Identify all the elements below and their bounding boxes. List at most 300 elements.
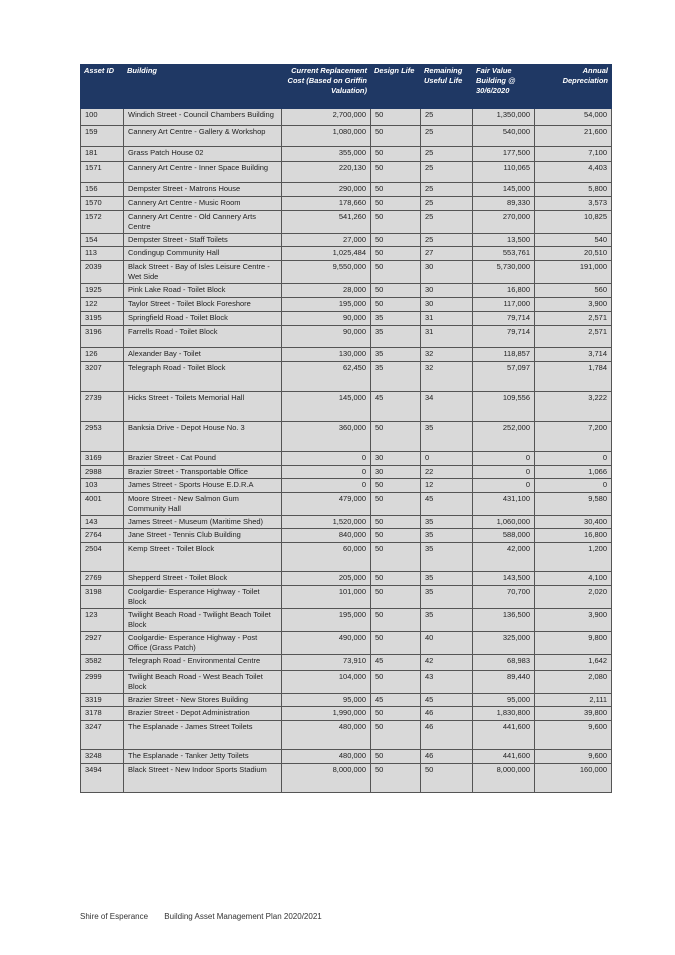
cell-building: Grass Patch House 02 [124, 147, 282, 162]
page-footer [80, 912, 336, 921]
cell-replacement-cost: 1,025,484 [282, 247, 371, 261]
cell-remaining-life: 35 [421, 572, 473, 586]
cell-asset-id: 154 [81, 234, 124, 247]
cell-annual-depreciation: 9,600 [535, 721, 612, 750]
cell-annual-depreciation: 1,784 [535, 362, 612, 392]
table-row [81, 466, 612, 479]
cell-asset-id: 3178 [81, 707, 124, 721]
cell-fair-value: 136,500 [473, 609, 535, 632]
cell-design-life: 35 [371, 348, 421, 362]
cell-annual-depreciation: 9,580 [535, 493, 612, 516]
cell-remaining-life: 22 [421, 466, 473, 479]
cell-building: Condingup Community Hall [124, 247, 282, 261]
cell-design-life: 35 [371, 312, 421, 326]
cell-asset-id: 3196 [81, 326, 124, 348]
cell-design-life: 45 [371, 392, 421, 422]
cell-asset-id: 103 [81, 479, 124, 493]
cell-building: Kemp Street - Toilet Block [124, 543, 282, 572]
cell-asset-id: 3207 [81, 362, 124, 392]
cell-building: Twilight Beach Road - Twilight Beach Toilet Block [124, 609, 282, 632]
cell-remaining-life: 32 [421, 348, 473, 362]
cell-annual-depreciation: 21,600 [535, 126, 612, 147]
table-row [81, 147, 612, 162]
cell-fair-value: 553,761 [473, 247, 535, 261]
cell-annual-depreciation: 39,800 [535, 707, 612, 721]
cell-fair-value: 431,100 [473, 493, 535, 516]
table-row [81, 261, 612, 284]
cell-replacement-cost: 62,450 [282, 362, 371, 392]
cell-replacement-cost: 290,000 [282, 183, 371, 197]
table-row [81, 707, 612, 721]
table-row [81, 183, 612, 197]
cell-annual-depreciation: 10,825 [535, 211, 612, 234]
cell-design-life: 50 [371, 147, 421, 162]
cell-annual-depreciation: 2,080 [535, 671, 612, 694]
cell-remaining-life: 40 [421, 632, 473, 655]
cell-fair-value: 441,600 [473, 750, 535, 764]
cell-remaining-life: 50 [421, 764, 473, 793]
cell-fair-value: 79,714 [473, 312, 535, 326]
cell-design-life: 50 [371, 609, 421, 632]
cell-asset-id: 1571 [81, 162, 124, 183]
cell-asset-id: 3247 [81, 721, 124, 750]
cell-remaining-life: 32 [421, 362, 473, 392]
cell-design-life: 50 [371, 707, 421, 721]
cell-remaining-life: 0 [421, 452, 473, 466]
cell-fair-value: 118,857 [473, 348, 535, 362]
cell-annual-depreciation: 9,800 [535, 632, 612, 655]
cell-asset-id: 2764 [81, 529, 124, 543]
cell-design-life: 35 [371, 362, 421, 392]
cell-asset-id: 113 [81, 247, 124, 261]
cell-remaining-life: 35 [421, 609, 473, 632]
cell-replacement-cost: 479,000 [282, 493, 371, 516]
cell-building: Coolgardie- Esperance Highway - Post Office (Grass Patch) [124, 632, 282, 655]
cell-fair-value: 57,097 [473, 362, 535, 392]
cell-design-life: 50 [371, 721, 421, 750]
cell-asset-id: 2739 [81, 392, 124, 422]
cell-building: Shepperd Street - Toilet Block [124, 572, 282, 586]
cell-annual-depreciation: 3,573 [535, 197, 612, 211]
cell-design-life: 30 [371, 466, 421, 479]
cell-replacement-cost: 195,000 [282, 298, 371, 312]
cell-replacement-cost: 90,000 [282, 326, 371, 348]
cell-fair-value: 325,000 [473, 632, 535, 655]
table-row [81, 452, 612, 466]
cell-design-life: 30 [371, 452, 421, 466]
cell-remaining-life: 31 [421, 326, 473, 348]
cell-remaining-life: 35 [421, 422, 473, 452]
cell-asset-id: 4001 [81, 493, 124, 516]
cell-asset-id: 159 [81, 126, 124, 147]
cell-design-life: 50 [371, 632, 421, 655]
cell-remaining-life: 35 [421, 529, 473, 543]
cell-design-life: 50 [371, 162, 421, 183]
cell-annual-depreciation: 4,100 [535, 572, 612, 586]
cell-fair-value: 145,000 [473, 183, 535, 197]
table-row [81, 632, 612, 655]
column-header-remaining-life: Remaining Useful Life [421, 65, 473, 109]
cell-design-life: 50 [371, 750, 421, 764]
cell-fair-value: 588,000 [473, 529, 535, 543]
cell-replacement-cost: 355,000 [282, 147, 371, 162]
cell-remaining-life: 42 [421, 655, 473, 671]
cell-remaining-life: 25 [421, 126, 473, 147]
cell-design-life: 50 [371, 543, 421, 572]
cell-remaining-life: 25 [421, 197, 473, 211]
cell-asset-id: 1570 [81, 197, 124, 211]
table-row [81, 392, 612, 422]
cell-annual-depreciation: 3,714 [535, 348, 612, 362]
cell-asset-id: 3195 [81, 312, 124, 326]
cell-design-life: 50 [371, 764, 421, 793]
cell-annual-depreciation: 0 [535, 452, 612, 466]
table-body [81, 109, 612, 793]
cell-asset-id: 2999 [81, 671, 124, 694]
cell-asset-id: 3169 [81, 452, 124, 466]
cell-building: Telegraph Road - Environmental Centre [124, 655, 282, 671]
cell-building: Cannery Art Centre - Old Cannery Arts Centre [124, 211, 282, 234]
cell-replacement-cost: 490,000 [282, 632, 371, 655]
cell-design-life: 50 [371, 572, 421, 586]
table-row [81, 348, 612, 362]
cell-replacement-cost: 0 [282, 479, 371, 493]
cell-replacement-cost: 27,000 [282, 234, 371, 247]
cell-asset-id: 123 [81, 609, 124, 632]
table-row [81, 516, 612, 529]
cell-building: Hicks Street - Toilets Memorial Hall [124, 392, 282, 422]
cell-building: Telegraph Road - Toilet Block [124, 362, 282, 392]
cell-remaining-life: 25 [421, 162, 473, 183]
cell-asset-id: 2953 [81, 422, 124, 452]
cell-design-life: 50 [371, 109, 421, 126]
cell-asset-id: 156 [81, 183, 124, 197]
column-header-replacement-cost: Current Replacement Cost (Based on Griffin Valuation) [282, 65, 371, 109]
cell-annual-depreciation: 7,200 [535, 422, 612, 452]
table-row [81, 543, 612, 572]
cell-design-life: 50 [371, 422, 421, 452]
table-header [81, 65, 612, 109]
cell-design-life: 50 [371, 197, 421, 211]
cell-building: Coolgardie- Esperance Highway - Toilet Block [124, 586, 282, 609]
cell-annual-depreciation: 560 [535, 284, 612, 298]
cell-replacement-cost: 220,130 [282, 162, 371, 183]
cell-design-life: 50 [371, 261, 421, 284]
cell-annual-depreciation: 1,066 [535, 466, 612, 479]
cell-design-life: 50 [371, 529, 421, 543]
cell-remaining-life: 35 [421, 586, 473, 609]
cell-building: Farrells Road - Toilet Block [124, 326, 282, 348]
cell-fair-value: 177,500 [473, 147, 535, 162]
cell-design-life: 50 [371, 126, 421, 147]
cell-replacement-cost: 1,080,000 [282, 126, 371, 147]
table-row [81, 126, 612, 147]
cell-asset-id: 3319 [81, 694, 124, 707]
cell-remaining-life: 30 [421, 298, 473, 312]
cell-building: Pink Lake Road - Toilet Block [124, 284, 282, 298]
cell-building: Banksia Drive - Depot House No. 3 [124, 422, 282, 452]
cell-fair-value: 1,830,800 [473, 707, 535, 721]
table-row [81, 764, 612, 793]
cell-remaining-life: 27 [421, 247, 473, 261]
cell-remaining-life: 25 [421, 183, 473, 197]
cell-remaining-life: 12 [421, 479, 473, 493]
table-row [81, 109, 612, 126]
cell-annual-depreciation: 30,400 [535, 516, 612, 529]
cell-annual-depreciation: 3,900 [535, 298, 612, 312]
table-row [81, 312, 612, 326]
cell-replacement-cost: 205,000 [282, 572, 371, 586]
cell-asset-id: 2504 [81, 543, 124, 572]
table-row [81, 162, 612, 183]
cell-annual-depreciation: 3,222 [535, 392, 612, 422]
cell-asset-id: 181 [81, 147, 124, 162]
cell-annual-depreciation: 54,000 [535, 109, 612, 126]
footer-document-title: Building Asset Management Plan 2020/2021 [164, 912, 322, 921]
table-row [81, 655, 612, 671]
cell-remaining-life: 45 [421, 493, 473, 516]
cell-replacement-cost: 73,910 [282, 655, 371, 671]
cell-fair-value: 109,556 [473, 392, 535, 422]
table-row [81, 493, 612, 516]
table-row [81, 750, 612, 764]
cell-fair-value: 89,330 [473, 197, 535, 211]
cell-building: James Street - Museum (Maritime Shed) [124, 516, 282, 529]
cell-remaining-life: 34 [421, 392, 473, 422]
column-header-building: Building [124, 65, 282, 109]
cell-annual-depreciation: 4,403 [535, 162, 612, 183]
cell-building: Jane Street - Tennis Club Building [124, 529, 282, 543]
cell-replacement-cost: 0 [282, 452, 371, 466]
cell-asset-id: 3582 [81, 655, 124, 671]
cell-asset-id: 2927 [81, 632, 124, 655]
cell-replacement-cost: 90,000 [282, 312, 371, 326]
cell-fair-value: 1,350,000 [473, 109, 535, 126]
cell-fair-value: 0 [473, 466, 535, 479]
cell-building: James Street - Sports House E.D.R.A [124, 479, 282, 493]
cell-fair-value: 540,000 [473, 126, 535, 147]
table-row [81, 247, 612, 261]
cell-asset-id: 2769 [81, 572, 124, 586]
cell-design-life: 45 [371, 694, 421, 707]
cell-building: Cannery Art Centre - Music Room [124, 197, 282, 211]
cell-design-life: 50 [371, 234, 421, 247]
asset-table [80, 64, 612, 793]
header-row [81, 65, 612, 109]
cell-asset-id: 1572 [81, 211, 124, 234]
cell-replacement-cost: 360,000 [282, 422, 371, 452]
cell-fair-value: 441,600 [473, 721, 535, 750]
cell-annual-depreciation: 3,900 [535, 609, 612, 632]
cell-design-life: 50 [371, 586, 421, 609]
column-header-annual-depreciation: Annual Depreciation [535, 65, 612, 109]
cell-design-life: 50 [371, 284, 421, 298]
column-header-asset-id: Asset ID [81, 65, 124, 109]
table-row [81, 479, 612, 493]
cell-building: Taylor Street - Toilet Block Foreshore [124, 298, 282, 312]
cell-design-life: 50 [371, 247, 421, 261]
cell-fair-value: 89,440 [473, 671, 535, 694]
table-row [81, 586, 612, 609]
cell-remaining-life: 35 [421, 516, 473, 529]
cell-remaining-life: 31 [421, 312, 473, 326]
cell-fair-value: 95,000 [473, 694, 535, 707]
cell-building: Moore Street - New Salmon Gum Community Hall [124, 493, 282, 516]
cell-annual-depreciation: 16,800 [535, 529, 612, 543]
cell-remaining-life: 46 [421, 721, 473, 750]
cell-design-life: 50 [371, 183, 421, 197]
cell-fair-value: 70,700 [473, 586, 535, 609]
cell-replacement-cost: 1,520,000 [282, 516, 371, 529]
cell-fair-value: 13,500 [473, 234, 535, 247]
cell-fair-value: 42,000 [473, 543, 535, 572]
cell-fair-value: 110,065 [473, 162, 535, 183]
cell-replacement-cost: 480,000 [282, 750, 371, 764]
cell-asset-id: 3248 [81, 750, 124, 764]
cell-building: Windich Street - Council Chambers Building [124, 109, 282, 126]
table-row [81, 326, 612, 348]
cell-building: Twilight Beach Road - West Beach Toilet Block [124, 671, 282, 694]
cell-building: Springfield Road - Toilet Block [124, 312, 282, 326]
cell-building: Alexander Bay - Toilet [124, 348, 282, 362]
cell-annual-depreciation: 2,111 [535, 694, 612, 707]
cell-remaining-life: 25 [421, 211, 473, 234]
cell-asset-id: 122 [81, 298, 124, 312]
cell-remaining-life: 46 [421, 750, 473, 764]
cell-replacement-cost: 195,000 [282, 609, 371, 632]
cell-design-life: 45 [371, 655, 421, 671]
table-row [81, 234, 612, 247]
cell-annual-depreciation: 20,510 [535, 247, 612, 261]
table-row [81, 671, 612, 694]
cell-annual-depreciation: 7,100 [535, 147, 612, 162]
cell-replacement-cost: 9,550,000 [282, 261, 371, 284]
cell-remaining-life: 30 [421, 261, 473, 284]
cell-annual-depreciation: 540 [535, 234, 612, 247]
cell-fair-value: 5,730,000 [473, 261, 535, 284]
cell-annual-depreciation: 191,000 [535, 261, 612, 284]
cell-design-life: 50 [371, 298, 421, 312]
footer-organisation: Shire of Esperance [80, 912, 149, 921]
cell-fair-value: 252,000 [473, 422, 535, 452]
cell-asset-id: 143 [81, 516, 124, 529]
cell-fair-value: 0 [473, 479, 535, 493]
cell-replacement-cost: 178,660 [282, 197, 371, 211]
cell-design-life: 35 [371, 326, 421, 348]
cell-annual-depreciation: 5,800 [535, 183, 612, 197]
cell-building: The Esplanade - Tanker Jetty Toilets [124, 750, 282, 764]
cell-replacement-cost: 104,000 [282, 671, 371, 694]
table-row [81, 529, 612, 543]
cell-replacement-cost: 8,000,000 [282, 764, 371, 793]
cell-replacement-cost: 28,000 [282, 284, 371, 298]
cell-design-life: 50 [371, 211, 421, 234]
cell-fair-value: 16,800 [473, 284, 535, 298]
cell-annual-depreciation: 2,571 [535, 326, 612, 348]
table-row [81, 422, 612, 452]
cell-replacement-cost: 95,000 [282, 694, 371, 707]
table-row [81, 609, 612, 632]
cell-replacement-cost: 145,000 [282, 392, 371, 422]
cell-design-life: 50 [371, 516, 421, 529]
cell-annual-depreciation: 0 [535, 479, 612, 493]
cell-asset-id: 126 [81, 348, 124, 362]
cell-remaining-life: 35 [421, 543, 473, 572]
cell-building: The Esplanade - James Street Toilets [124, 721, 282, 750]
table-row [81, 197, 612, 211]
cell-asset-id: 3198 [81, 586, 124, 609]
cell-fair-value: 68,983 [473, 655, 535, 671]
cell-annual-depreciation: 9,600 [535, 750, 612, 764]
cell-fair-value: 143,500 [473, 572, 535, 586]
cell-fair-value: 79,714 [473, 326, 535, 348]
cell-replacement-cost: 480,000 [282, 721, 371, 750]
cell-fair-value: 0 [473, 452, 535, 466]
cell-fair-value: 117,000 [473, 298, 535, 312]
cell-building: Cannery Art Centre - Inner Space Building [124, 162, 282, 183]
cell-building: Brazier Street - Cat Pound [124, 452, 282, 466]
cell-remaining-life: 45 [421, 694, 473, 707]
cell-asset-id: 3494 [81, 764, 124, 793]
cell-replacement-cost: 130,000 [282, 348, 371, 362]
cell-remaining-life: 46 [421, 707, 473, 721]
cell-remaining-life: 25 [421, 109, 473, 126]
cell-remaining-life: 43 [421, 671, 473, 694]
table-row [81, 211, 612, 234]
cell-design-life: 50 [371, 479, 421, 493]
cell-building: Brazier Street - New Stores Building [124, 694, 282, 707]
cell-annual-depreciation: 1,642 [535, 655, 612, 671]
cell-annual-depreciation: 160,000 [535, 764, 612, 793]
table-row [81, 721, 612, 750]
table-row [81, 298, 612, 312]
cell-replacement-cost: 101,000 [282, 586, 371, 609]
cell-replacement-cost: 60,000 [282, 543, 371, 572]
cell-annual-depreciation: 2,571 [535, 312, 612, 326]
table-row [81, 694, 612, 707]
cell-asset-id: 2988 [81, 466, 124, 479]
cell-annual-depreciation: 2,020 [535, 586, 612, 609]
cell-building: Cannery Art Centre - Gallery & Workshop [124, 126, 282, 147]
cell-design-life: 50 [371, 493, 421, 516]
cell-remaining-life: 25 [421, 147, 473, 162]
table-row [81, 572, 612, 586]
cell-fair-value: 8,000,000 [473, 764, 535, 793]
table-row [81, 284, 612, 298]
table-row [81, 362, 612, 392]
cell-building: Black Street - New Indoor Sports Stadium [124, 764, 282, 793]
cell-building: Brazier Street - Depot Administration [124, 707, 282, 721]
cell-design-life: 50 [371, 671, 421, 694]
cell-asset-id: 2039 [81, 261, 124, 284]
cell-asset-id: 100 [81, 109, 124, 126]
cell-replacement-cost: 0 [282, 466, 371, 479]
cell-building: Dempster Street - Matrons House [124, 183, 282, 197]
cell-building: Brazier Street - Transportable Office [124, 466, 282, 479]
cell-building: Dempster Street - Staff Toilets [124, 234, 282, 247]
cell-remaining-life: 30 [421, 284, 473, 298]
cell-replacement-cost: 541,260 [282, 211, 371, 234]
cell-building: Black Street - Bay of Isles Leisure Centre - Wet Side [124, 261, 282, 284]
cell-replacement-cost: 840,000 [282, 529, 371, 543]
cell-replacement-cost: 1,990,000 [282, 707, 371, 721]
column-header-design-life: Design Life [371, 65, 421, 109]
cell-remaining-life: 25 [421, 234, 473, 247]
cell-annual-depreciation: 1,200 [535, 543, 612, 572]
cell-replacement-cost: 2,700,000 [282, 109, 371, 126]
cell-asset-id: 1925 [81, 284, 124, 298]
cell-fair-value: 1,060,000 [473, 516, 535, 529]
